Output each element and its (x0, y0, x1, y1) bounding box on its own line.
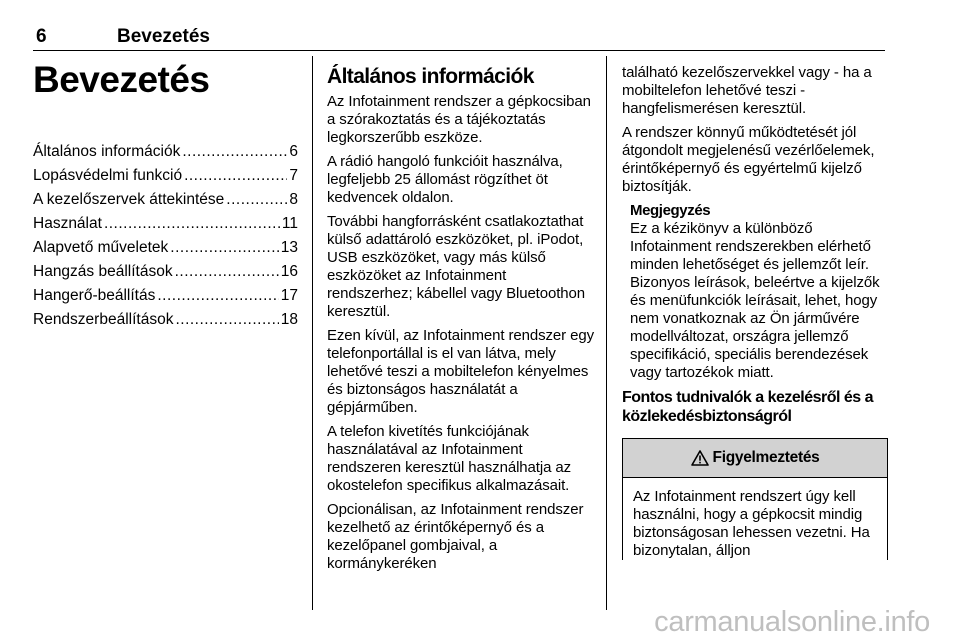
table-of-contents (33, 140, 298, 332)
toc-entry[interactable] (33, 212, 298, 236)
toc-entry[interactable] (33, 284, 298, 308)
toc-entry[interactable] (33, 140, 298, 164)
page-header (33, 22, 885, 51)
body-paragraph: Az Infotainment rendszer a gépkocsiban a szórakoztatás és a tájékoztatás legkorszerűbb eszköze. (327, 93, 591, 146)
toc-entry-title: Használat (33, 215, 102, 232)
toc-entry[interactable] (33, 308, 298, 332)
toc-leader (182, 140, 287, 164)
toc-column (33, 58, 298, 332)
toc-entry[interactable] (33, 164, 298, 188)
note-text: Ez a kézikönyv a különböző Infotainment rendszerekben elérhető minden lehetőséget és jellemzőt leír. Bizonyos leírások, beleértve a kijelzők és menüfunkciók leírásait, lehet, hogy nem vonatkoznak az Ön járművére modellváltozat, országra jellemző specifikáció, speciális berendezések vagy tartozékok miatt. (630, 220, 880, 381)
toc-entry-page: 18 (280, 311, 298, 328)
watermark: carmanualsonline.info (654, 606, 930, 638)
note-label: Megjegyzés (630, 202, 711, 219)
chapter-title: Bevezetés (33, 59, 210, 100)
body-paragraph: Ezen kívül, az Infotainment rendszer egy telefonportállal is el van látva, mely lehetővé teszi a mobiltelefon kényelmes és biztonságos használatát a gépjárműben. (327, 327, 594, 416)
toc-leader (170, 236, 278, 260)
toc-entry[interactable] (33, 260, 298, 284)
body-paragraph: A telefon kivetítés funkciójának használatával az Infotainment rendszeren keresztül használhatja az okostelefon specifikus alkalmazásait. (327, 423, 572, 494)
toc-entry-title: Lopásvédelmi funkció (33, 167, 183, 184)
warning-box (622, 438, 888, 560)
warning-triangle-icon (691, 450, 709, 466)
toc-entry-title: A kezelőszervek áttekintése (33, 191, 225, 208)
toc-entry-page: 13 (280, 239, 298, 256)
subsection-heading: Fontos tudnivalók a kezelésről és a közlekedésbiztonságról (622, 389, 874, 425)
toc-leader (175, 260, 279, 284)
toc-leader (226, 188, 287, 212)
toc-leader (157, 284, 278, 308)
running-title: Bevezetés (117, 26, 210, 47)
column-divider-right (606, 56, 607, 610)
warning-body (623, 478, 887, 560)
body-paragraph: A rádió hangoló funkcióit használva, legfeljebb 25 állomást rögzíthet öt kedvencek oldalon. (327, 153, 563, 206)
page-number: 6 (36, 26, 47, 47)
toc-entry[interactable] (33, 188, 298, 212)
toc-leader (104, 212, 280, 236)
body-paragraph: Opcionálisan, az Infotainment rendszer kezelhető az érintőképernyő és a kezelőpanel gombjaival, a kormánykeréken (327, 501, 584, 572)
warning-title: Figyelmeztetés (712, 449, 820, 466)
toc-entry-title: Rendszerbeállítások (33, 311, 174, 328)
intro-column (327, 64, 595, 579)
toc-entry-title: Általános információk (33, 143, 181, 160)
toc-entry-page: 6 (289, 143, 298, 160)
body-paragraph: található kezelőszervekkel vagy - ha a mobiltelefon lehetővé teszi - hangfelismerésen keresztül. (622, 64, 872, 117)
toc-entry-page: 7 (289, 167, 298, 184)
toc-entry-title: Hangerő-beállítás (33, 287, 156, 304)
toc-entry-page: 8 (289, 191, 298, 208)
body-paragraph: A rendszer könnyű működtetését jól átgondolt megjelenésű vezérlőelemek, érintőképernyő és egyértelmű kijelző biztosítják. (622, 124, 875, 195)
toc-entry-title: Hangzás beállítások (33, 263, 173, 280)
toc-leader (184, 164, 287, 188)
toc-entry-page: 16 (280, 263, 298, 280)
continuation-column (622, 64, 888, 566)
section-heading: Általános információk (327, 65, 534, 88)
toc-entry-page: 11 (281, 215, 298, 232)
toc-entry-page: 17 (280, 287, 298, 304)
body-paragraph: További hangforrásként csatlakoztathat külső adattároló eszközöket, pl. iPodot, USB eszközöket, vagy más külső eszközöket az Infotainment rendszerhez; kábellel vagy Bluetoothon keresztül. (327, 213, 586, 320)
column-divider-left (312, 56, 313, 610)
note-block (630, 202, 888, 382)
toc-leader (175, 308, 278, 332)
warning-text: Az Infotainment rendszert úgy kell használni, hogy a gépkocsit mindig biztonságosan lehessen vezetni. Ha bizonytalan, álljon (633, 488, 870, 559)
warning-header (623, 439, 887, 478)
toc-entry[interactable] (33, 236, 298, 260)
toc-entry-title: Alapvető műveletek (33, 239, 169, 256)
